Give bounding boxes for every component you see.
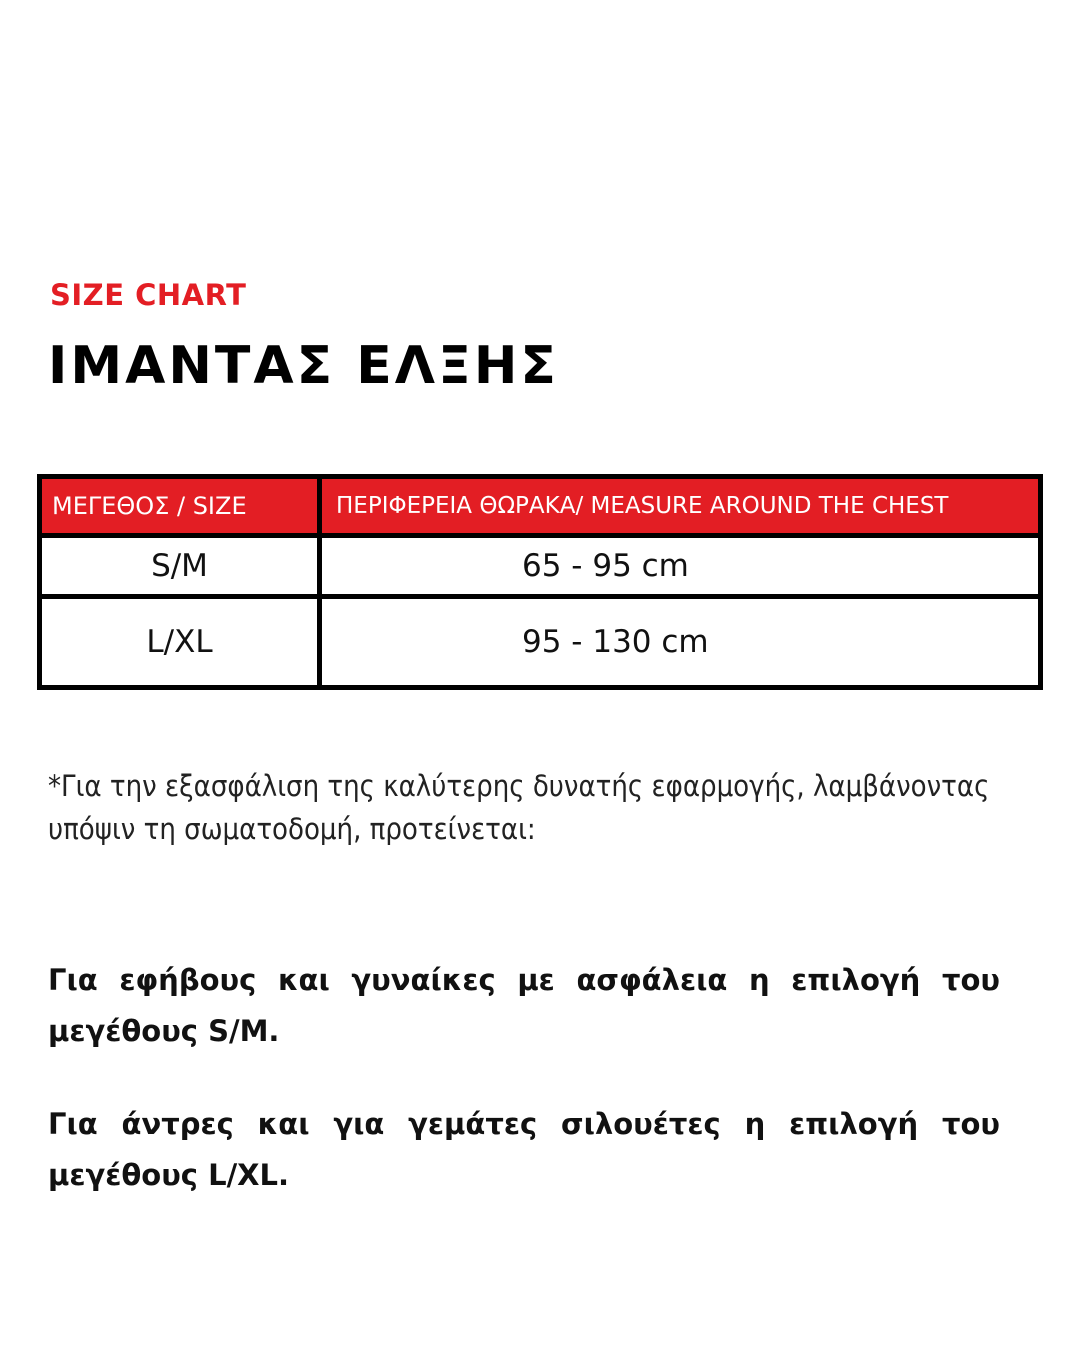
- recommendation-small: Για εφήβους και γυναίκες με ασφάλεια η επιλογή του μεγέθους S/M.: [48, 963, 1000, 1048]
- table-row: [40, 597, 1041, 688]
- table-header-row: [40, 477, 1041, 536]
- size-table: [37, 474, 1043, 690]
- size-cell: L/XL: [40, 597, 320, 688]
- column-header-chest-measure: ΠΕΡΙΦΕΡΕΙΑ ΘΩΡΑΚΑ/ MEASURE AROUND THE CHEST: [320, 477, 1041, 536]
- size-chart-label: SIZE CHART: [50, 278, 247, 312]
- column-header-size: ΜΕΓΕΘΟΣ / SIZE: [40, 477, 320, 536]
- page-title: ΙΜΑΝΤΑΣ ΕΛΞΗΣ: [48, 336, 559, 396]
- measure-cell: 95 - 130 cm: [320, 597, 1041, 688]
- table-row: [40, 536, 1041, 597]
- size-cell: S/M: [40, 536, 320, 597]
- fit-note: *Για την εξασφάλιση της καλύτερης δυνατής εφαρμογής, λαμβάνοντας υπόψιν τη σωματοδομή, προτείνεται:: [48, 769, 990, 846]
- recommendation-large: Για άντρες και για γεμάτες σιλουέτες η επιλογή του μεγέθους L/XL.: [48, 1107, 1000, 1192]
- measure-cell: 65 - 95 cm: [320, 536, 1041, 597]
